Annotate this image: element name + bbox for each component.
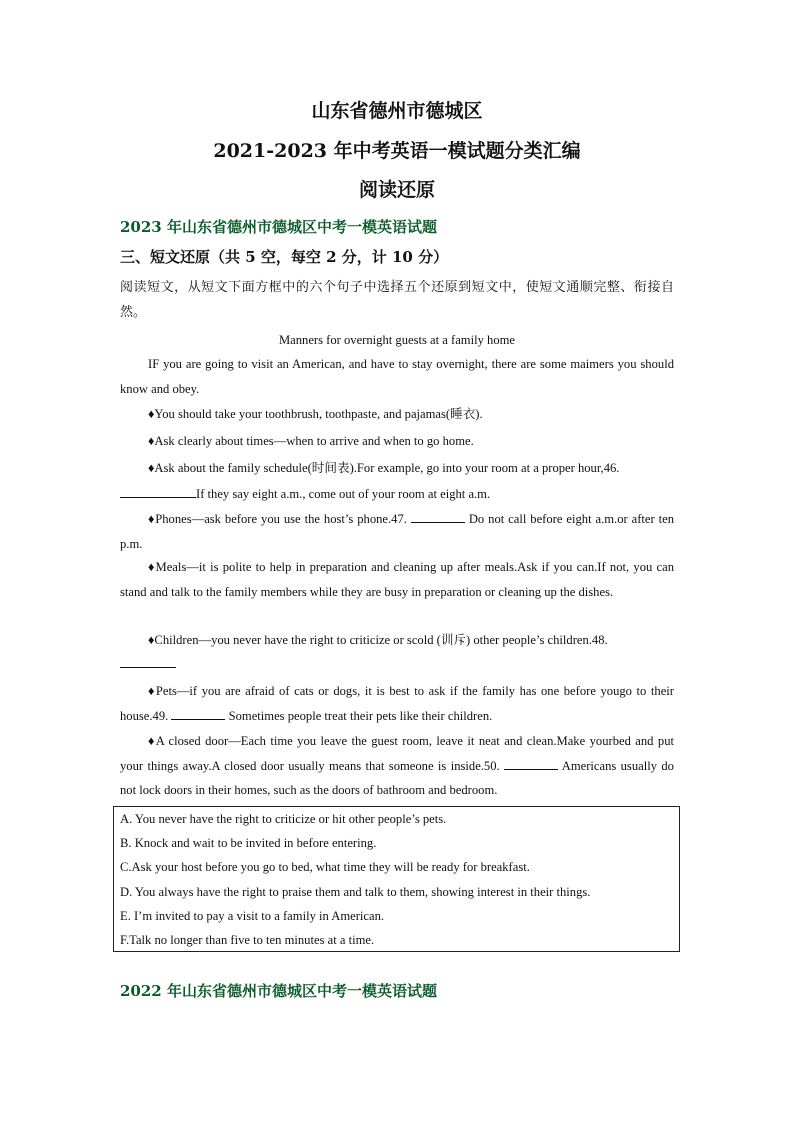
doc-title-topic: 阅读还原 [358,179,435,201]
bullet-toothbrush: ♦You should take your toothbrush, toothpaste, and pajamas(睡衣). [148,407,483,421]
bullet-times: ♦Ask clearly about times—when to arrive and when to go home. [148,434,474,448]
options-box [113,806,680,952]
passage-title: Manners for overnight guests at a family home [278,333,516,347]
answer-blank-46[interactable] [120,483,196,498]
bullet-phones-text: ♦Phones—ask before you use the host’s phone.47. [148,512,407,526]
answer-blank-47[interactable] [411,508,465,523]
bullet-door-text: ♦A closed door—Each time you leave the guest room, leave it neat and clean.Make yourbed and put your things away.A closed door usually means that someone is inside.50. [120,734,674,773]
option-a: A. You never have the right to criticize or hit other people’s pets. [120,812,447,826]
bullet-pets [120,679,674,728]
bullet-pets-text-2: Sometimes people treat their pets like their children. [228,708,493,723]
part-title: 三、短文还原（共 5 空，每空 2 分，计 10 分） [120,248,449,266]
bullet-phones-text-2: Do not call before eight a.m.or after ten p.m. [120,512,675,551]
option-f: F.Talk no longer than five to ten minutes at a time. [120,932,375,947]
bullet-door-text-2: Americans usually do not lock doors in their homes, such as the doors of bathroom and bedroom. [120,758,674,797]
answer-blank-48[interactable] [120,653,176,668]
option-b: B. Knock and wait to be invited in before entering. [120,836,377,851]
bullet-schedule [120,456,674,481]
answer-blank-50[interactable] [504,755,558,770]
bullet-meals: ♦Meals—it is polite to help in preparation and cleaning up after meals.Ask if you can.If not, you can stand and talk to the family members while they are busy in preparation or cleaning up the dishes. [120,560,674,599]
bullet-schedule-text-2: If they say eight a.m., come out of your room at eight a.m. [196,487,491,501]
bullet-children: ♦Children—you never have the right to criticize or scold (训斥) other people’s children.48. [148,633,608,647]
instructions: 阅读短文，从短文下面方框中的六个句子中选择五个还原到短文中，使短文通顺完整、衔接自然。 [120,280,674,320]
bullet-pets-text: ♦Pets—if you are afraid of cats or dogs, it is best to ask if the family has one before yougo to their house.49. [120,684,674,723]
option-c: C.Ask your host before you go to bed, what time they will be ready for breakfast. [120,860,530,875]
section-heading-2022: 2022 年山东省德州市德城区中考一模英语试题 [120,982,437,1000]
bullet-schedule-cont [120,482,674,507]
bullet-door [120,729,674,803]
section-heading-2023: 2023 年山东省德州市德城区中考一模英语试题 [120,218,437,236]
bullet-schedule-text: ♦Ask about the family schedule(时间表).For example, go into your room at a proper hour,46. [148,461,620,475]
bullet-children-cont [120,652,674,677]
doc-title-region: 山东省德州市德城区 [311,100,483,122]
paragraph-intro: IF you are going to visit an American, and have to stay overnight, there are some maimers you should know and obey. [120,357,674,396]
bullet-phones [120,507,674,556]
doc-title-collection: 2021-2023 年中考英语一模试题分类汇编 [213,140,581,162]
option-e: E. I’m invited to pay a visit to a family in American. [120,908,385,923]
option-d: D. You always have the right to praise them and talk to them, showing interest in their things. [120,884,591,899]
answer-blank-49[interactable] [171,705,225,720]
